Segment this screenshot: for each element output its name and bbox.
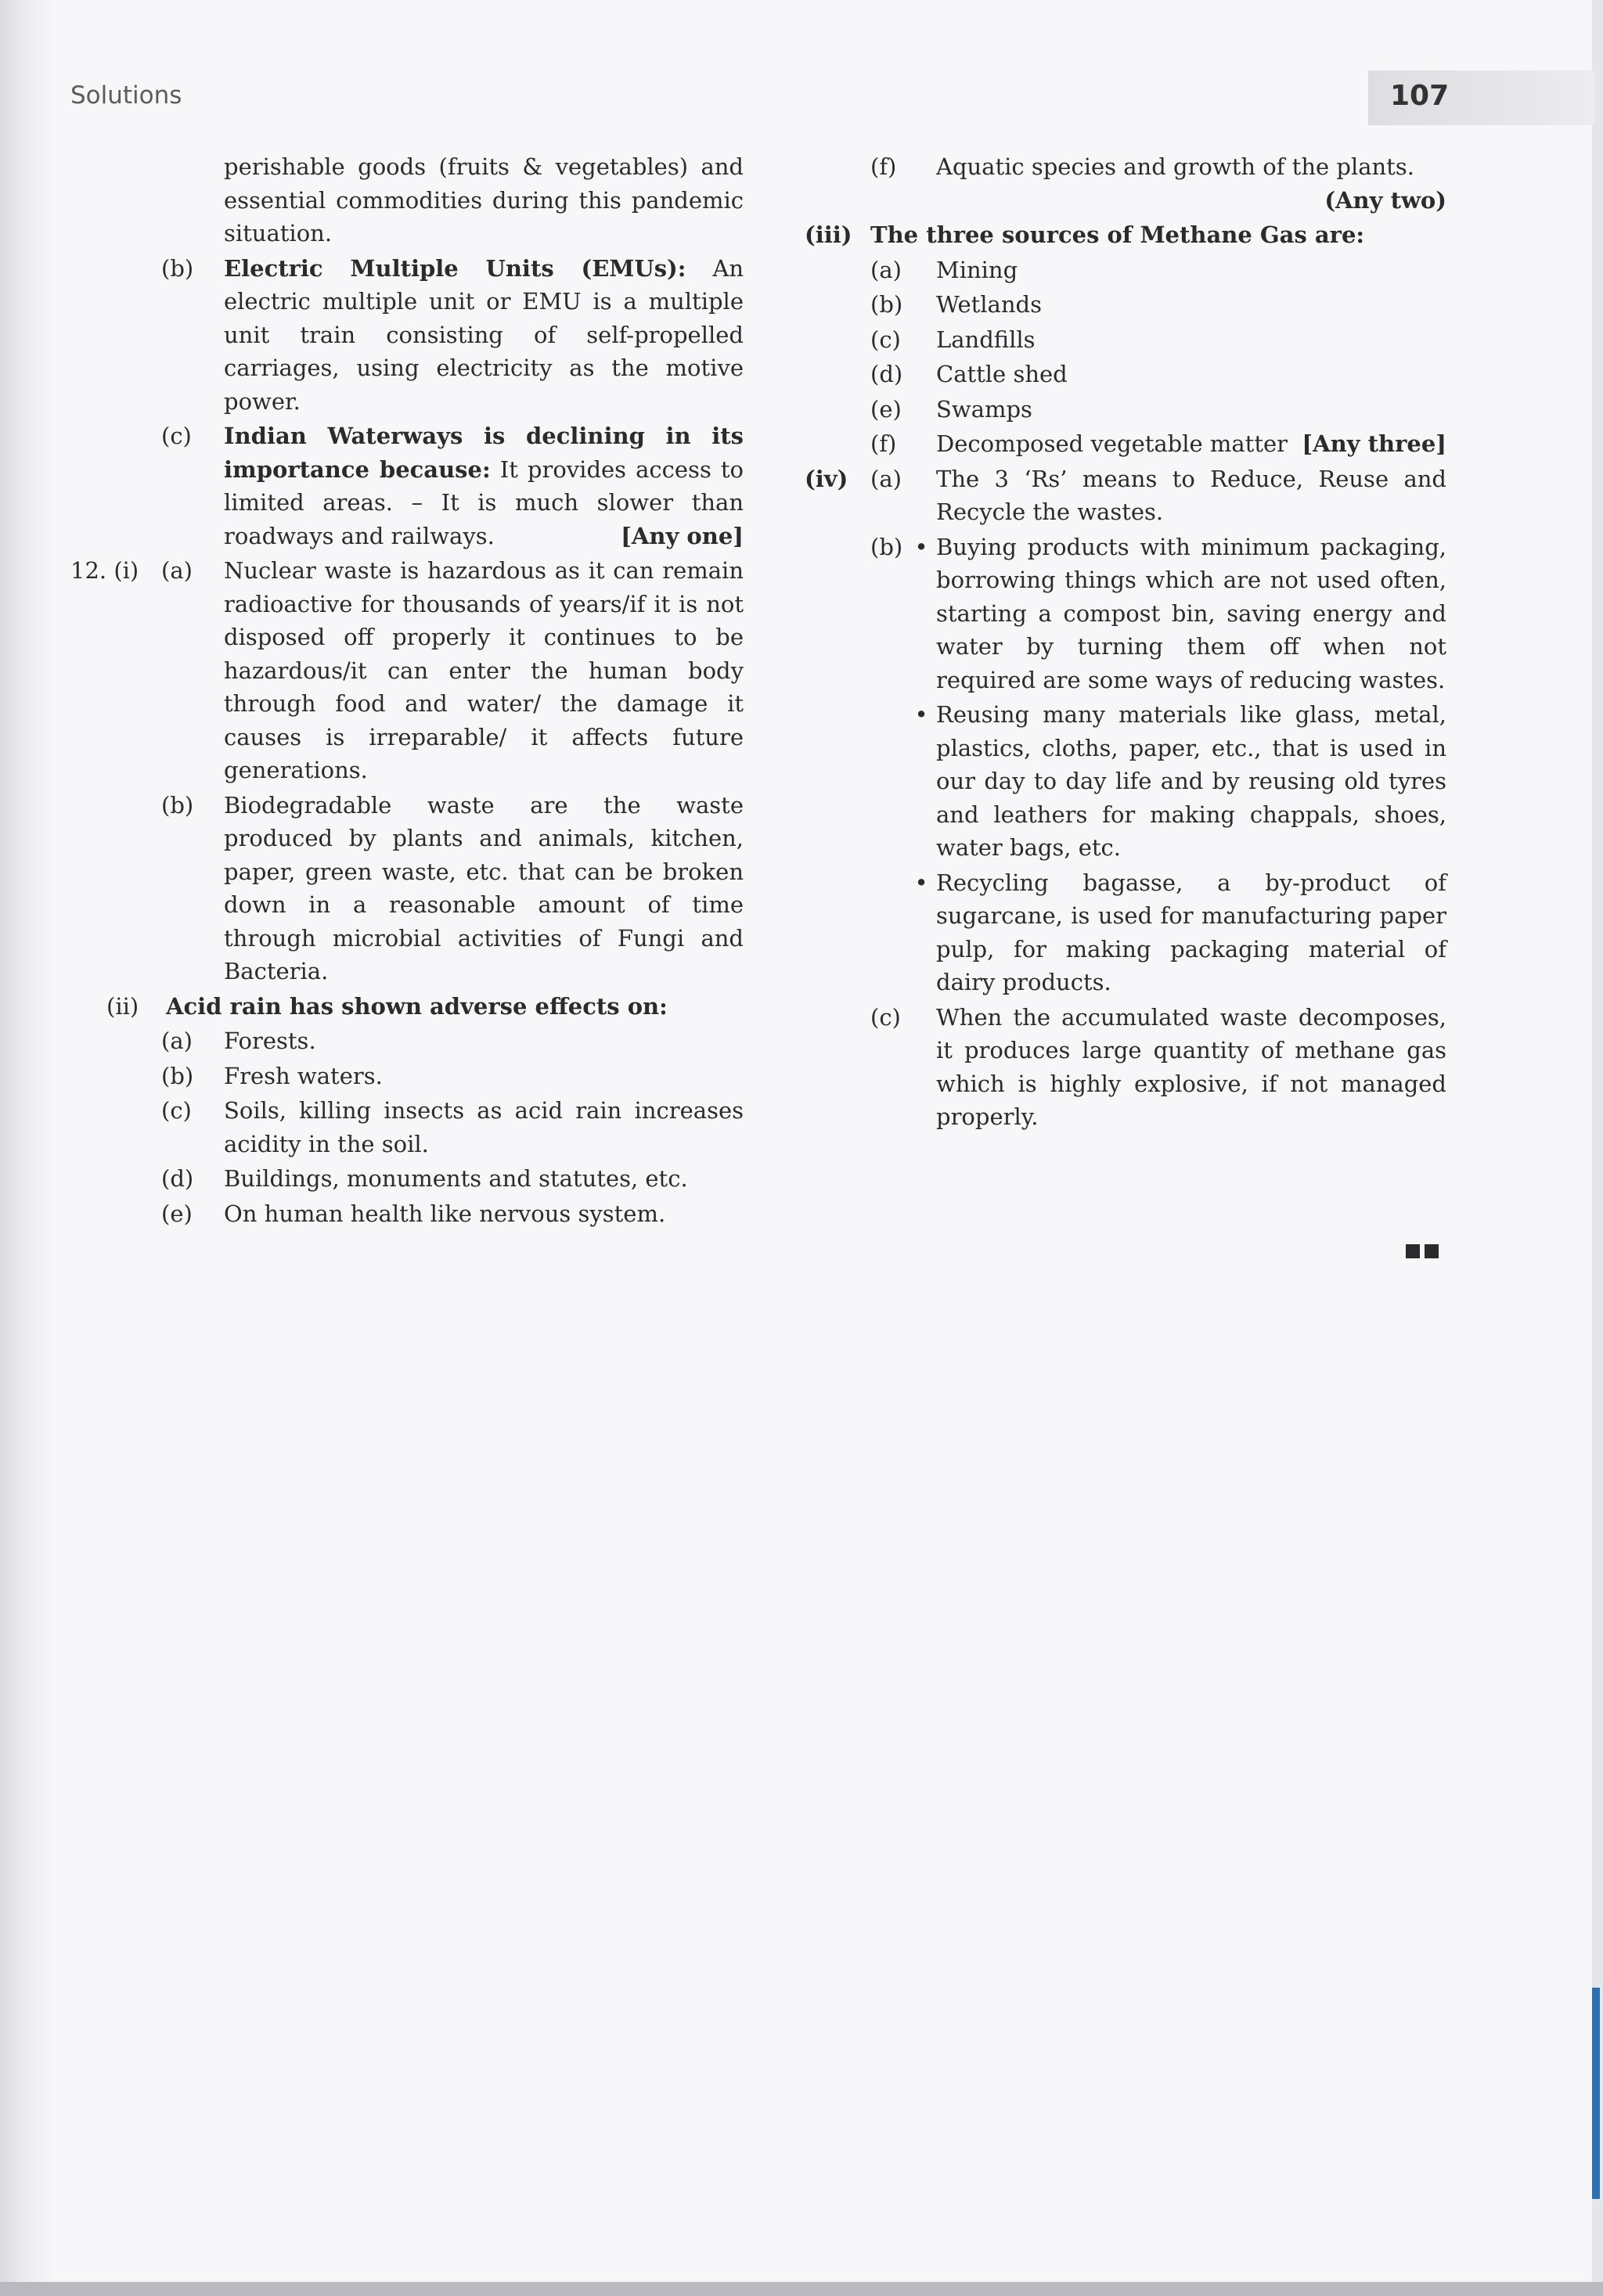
- part-label: (ii): [106, 992, 139, 1020]
- item-label: (a): [870, 465, 902, 492]
- item-text: On human health like nervous system.: [224, 1200, 666, 1227]
- item-label: (e): [161, 1200, 193, 1227]
- item-label: (f): [870, 430, 897, 457]
- list-item: [805, 427, 1446, 461]
- question-iii-heading: [805, 218, 1446, 252]
- item-label: (e): [870, 395, 902, 423]
- list-item: [70, 1197, 744, 1231]
- item-label: (c): [161, 1097, 192, 1124]
- list-item: [906, 531, 1446, 697]
- item-text: Forests.: [224, 1027, 316, 1054]
- part-label: (iv): [805, 465, 848, 492]
- bullet-text: Buying products with minimum packaging, borrowing things which are not used often, starting a compost bin, saving energy and water by turning them off when not required are some ways of reducing wastes.: [936, 533, 1446, 693]
- item-label: (c): [870, 1003, 901, 1031]
- item-text: Soils, killing insects as acid rain increases acidity in the soil.: [224, 1097, 744, 1157]
- definition: It provides access to limited areas. – It is much slower than roadways and railways.: [224, 455, 744, 549]
- item-label: (a): [870, 256, 902, 283]
- item-label: (b): [870, 291, 903, 318]
- item-label: (b): [161, 1062, 194, 1089]
- list-item: [70, 1162, 744, 1196]
- bullet-icon: •: [914, 533, 928, 560]
- marks-note: [Any three]: [1302, 430, 1446, 457]
- answer-text: Nuclear waste is hazardous as it can remain radioactive for thousands of years/if it is not disposed off properly it continues to be hazardous/it can enter the human body through food and water/ the damage it causes is irreparable/ it affects future generations.: [224, 557, 744, 783]
- item-text: Swamps: [936, 395, 1032, 423]
- section-heading: Acid rain has shown adverse effects on:: [166, 992, 668, 1020]
- list-item: [805, 288, 1446, 322]
- bullet-text: Reusing many materials like glass, metal, plastics, cloths, paper, etc., that is used in our day to day life and by reusing old tyres and leathers for making chappals, shoes, water bags, etc.: [936, 701, 1446, 861]
- list-item: [70, 1094, 744, 1161]
- answer-f-aquatic: [805, 150, 1446, 184]
- question-12-ii-heading: [70, 990, 744, 1024]
- item-text: Wetlands: [936, 291, 1042, 318]
- item-text: Decomposed vegetable matter: [936, 430, 1288, 457]
- bullet-icon: •: [914, 869, 928, 896]
- item-label: (a): [161, 1027, 193, 1054]
- page-edge: [1592, 0, 1603, 2296]
- item-label: (d): [161, 1165, 194, 1192]
- answer-text: When the accumulated waste decomposes, it produces large quantity of methane gas which is highly explosive, if not managed properly.: [936, 1003, 1446, 1130]
- bottom-scan-edge: [0, 2282, 1603, 2296]
- answer-b-emu: [70, 252, 744, 419]
- item-text: Buildings, monuments and statutes, etc.: [224, 1165, 688, 1192]
- acid-rain-list: [70, 1024, 744, 1230]
- page-number: 107: [1390, 80, 1450, 112]
- term: Electric Multiple Units (EMUs):: [224, 254, 686, 282]
- marks-note: (Any two): [1324, 186, 1446, 214]
- term: Indian Waterways is declining in its importance because:: [224, 423, 744, 483]
- item-label: (d): [870, 361, 903, 387]
- question-12-i-a: [70, 554, 744, 787]
- item-text: Mining: [936, 256, 1018, 283]
- answer-text: The 3 ‘Rs’ means to Reduce, Reuse and Recycle the wastes.: [936, 465, 1446, 525]
- question-iv-b: [805, 531, 1446, 999]
- list-item: [805, 323, 1446, 357]
- question-iv-a: [805, 462, 1446, 529]
- question-12-i-b: [70, 789, 744, 988]
- item-text: Landfills: [936, 326, 1036, 353]
- right-column: [805, 150, 1446, 1134]
- question-iv-c: [805, 1001, 1446, 1134]
- page-edge-tab: [1592, 1988, 1600, 2199]
- running-header: Solutions: [70, 81, 182, 110]
- list-item: [70, 1060, 744, 1093]
- definition: An electric multiple unit or EMU is a multiple unit train consisting of self-propelled carriages, using electricity as the motive power.: [224, 254, 744, 415]
- methane-sources-list: [805, 254, 1446, 461]
- page-binding-shadow: [0, 0, 55, 2296]
- continued-paragraph: [70, 150, 744, 250]
- end-of-section-mark-icon: [1406, 1244, 1439, 1258]
- item-label: (b): [870, 533, 903, 560]
- part-label: (iii): [805, 221, 852, 248]
- paragraph-text: perishable goods (fruits & vegetables) and essential commodities during this pandemic situation.: [224, 153, 744, 247]
- bullet-text: Recycling bagasse, a by-product of sugarcane, is used for manufacturing paper pulp, for making packaging material of dairy products.: [936, 869, 1446, 995]
- item-text: Aquatic species and growth of the plants.: [936, 153, 1414, 180]
- list-item: [906, 698, 1446, 865]
- answer-text: Biodegradable waste are the waste produced by plants and animals, kitchen, paper, green waste, etc. that can be broken down in a reasonable amount of time through microbial activities of Fungi and Bacteria.: [224, 791, 744, 984]
- item-label: (f): [870, 153, 897, 180]
- item-label: (c): [161, 423, 192, 449]
- answer-c-waterways: [70, 419, 744, 552]
- question-number: 12. (i): [70, 557, 139, 584]
- item-text: Fresh waters.: [224, 1062, 383, 1089]
- section-heading: The three sources of Methane Gas are:: [870, 221, 1365, 248]
- bullet-icon: •: [914, 701, 928, 728]
- bullet-list: [906, 531, 1446, 999]
- left-column: [70, 150, 744, 1230]
- item-label: (b): [161, 254, 194, 282]
- item-label: (c): [870, 326, 901, 353]
- item-label: (a): [161, 557, 193, 584]
- list-item: [805, 254, 1446, 287]
- item-text: Cattle shed: [936, 361, 1068, 387]
- marks-note: [Any one]: [621, 522, 744, 549]
- item-label: (b): [161, 791, 194, 819]
- list-item: [906, 866, 1446, 999]
- list-item: [805, 358, 1446, 391]
- list-item: [805, 393, 1446, 426]
- list-item: [70, 1024, 744, 1058]
